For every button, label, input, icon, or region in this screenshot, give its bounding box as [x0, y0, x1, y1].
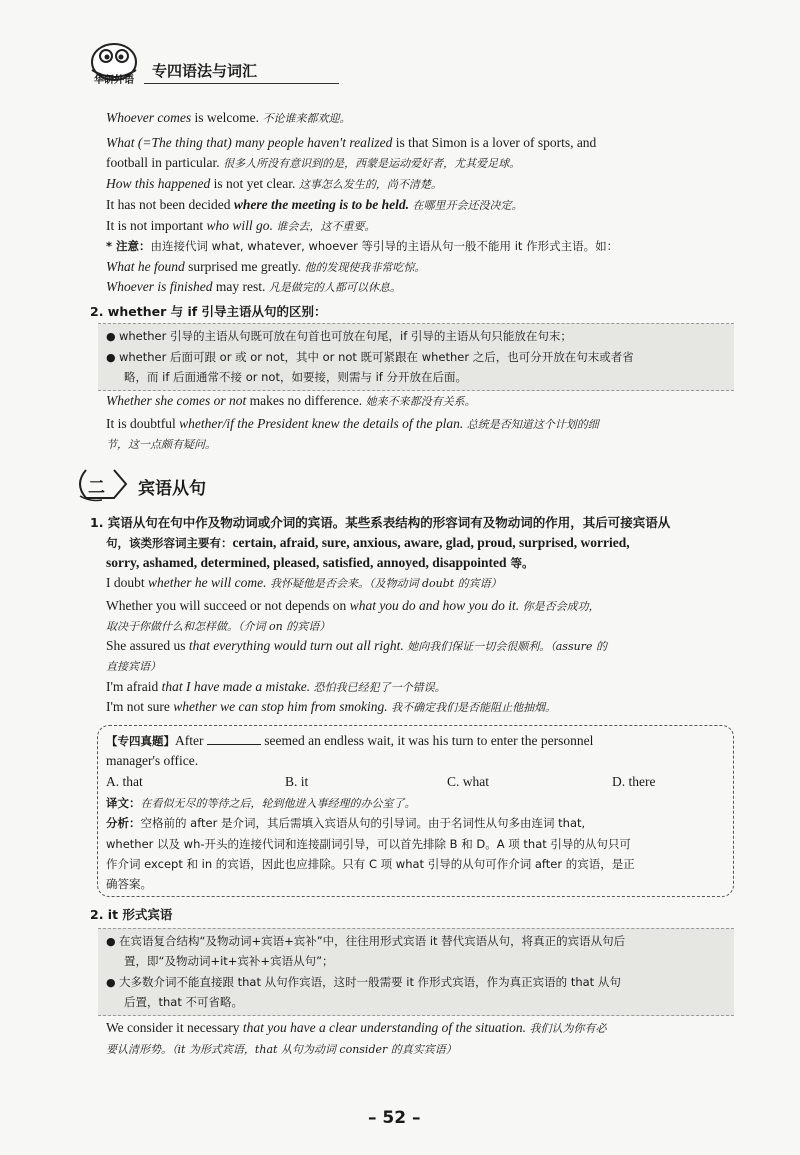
- section-number: 二: [88, 478, 105, 498]
- paragraph-line: 句，该类形容词主要有：certain, afraid, sure, anxious, aware, glad, proud, surprised, worried,: [106, 535, 630, 550]
- example-line: What (=The thing that) many people haven't realized is that Simon is a lover of sports, and: [106, 135, 597, 150]
- exam-question-continued: manager's office.: [106, 753, 199, 768]
- example-line: Whether she comes or not makes no difference. 她来不来都没有关系。: [106, 393, 476, 408]
- option-b: B. it: [285, 774, 309, 789]
- option-c: C. what: [447, 774, 489, 789]
- analysis-line: whether 以及 wh-开头的连接代词和连接副词引导，可以首先排除 B 和 D。A 项 that 引导的从句只可: [106, 837, 631, 851]
- page-number: – 52 –: [368, 1108, 421, 1128]
- paragraph-line: sorry, ashamed, determined, pleased, satisfied, annoyed, disappointed 等。: [106, 555, 534, 570]
- example-line: It is doubtful whether/if the President knew the details of the plan. 总统是否知道这个计划的细: [106, 416, 599, 431]
- example-line: It is not important who will go. 谁会去，这不重要。: [106, 218, 376, 233]
- bullet-item: ● whether 引导的主语从句既可放在句首也可放在句尾，if 引导的主语从句只能放在句末；: [106, 329, 572, 343]
- example-line: I doubt whether he will come. 我怀疑他是否会来。（及物动词 doubt 的宾语）: [106, 575, 502, 590]
- point-heading: 2. whether 与 if 引导主语从句的区别：: [90, 304, 327, 319]
- section-heading: [72, 466, 292, 502]
- analysis-line: 分析：空格前的 after 是介词，其后需填入宾语从句的引导词。由于名词性从句多由连词 that,: [106, 816, 586, 830]
- logo-text: 华研外语: [94, 75, 134, 86]
- example-line: She assured us that everything would turn out all right. 她向我们保证一切会很顺利。（assure 的: [106, 638, 607, 653]
- header-title: 专四语法与词汇: [152, 62, 258, 80]
- option-a: A. that: [106, 774, 143, 789]
- bullet-item: ● 在宾语复合结构“及物动词+宾语+宾补”中，往往用形式宾语 it 替代宾语从句，将真正的宾语从句后: [106, 934, 626, 948]
- example-line: It has not been decided where the meeting is to be held. 在哪里开会还没决定。: [106, 197, 523, 212]
- section-title: 宾语从句: [138, 479, 206, 499]
- analysis-line: 确答案。: [106, 877, 152, 891]
- example-line: football in particular. 很多人所没有意识到的是，西蒙是运动爱好者，尤其爱足球。: [106, 155, 521, 170]
- answer-blank: [207, 732, 261, 745]
- example-line: What he found surprised me greatly. 他的发现使我非常吃惊。: [106, 259, 426, 274]
- bullet-item-continued: 置，即“及物动词+it+宾补+宾语从句”；: [124, 954, 334, 968]
- example-line: How this happened is not yet clear. 这事怎么发生的，尚不清楚。: [106, 176, 442, 191]
- option-d: D. there: [612, 774, 656, 789]
- bullet-item-continued: 后置，that 不可省略。: [124, 995, 244, 1009]
- header-divider: [144, 83, 339, 84]
- example-line: 直接宾语）: [106, 660, 161, 673]
- example-line: 取决于你做什么和怎样做。（介词 on 的宾语）: [106, 620, 331, 633]
- paragraph-line: 1. 宾语从句在句中作及物动词或介词的宾语。某些系表结构的形容词有及物动词的作用，其后可接宾语从: [90, 515, 671, 530]
- example-line: 要认清形势。（it 为形式宾语，that 从句为动词 consider 的真实宾语）: [106, 1043, 457, 1056]
- bullet-item: ● 大多数介词不能直接跟 that 从句作宾语，这时一般需要 it 作形式宾语，作为真正宾语的 that 从句: [106, 975, 621, 989]
- example-line: Whether you will succeed or not depends on what you do and how you do it. 你是否会成功，: [106, 598, 600, 613]
- header: [86, 40, 746, 90]
- analysis-line: 作介词 except 和 in 的宾语，因此也应排除。只有 C 项 what 引导的从句可作介词 after 的宾语，是正: [106, 857, 635, 871]
- note-line: * 注意：由连接代词 what, whatever, whoever 等引导的主语从句一般不能用 it 作形式主语。如：: [106, 239, 619, 253]
- point-heading: 2. it 形式宾语: [90, 907, 173, 922]
- bullet-item-continued: 略，而 if 后面通常不接 or not，如要接，则需与 if 分开放在后面。: [124, 370, 468, 384]
- example-line: Whoever comes is welcome. 不论谁来都欢迎。: [106, 110, 351, 125]
- example-line: We consider it necessary that you have a clear understanding of the situation. 我们认为你有必: [106, 1020, 607, 1035]
- example-line: Whoever is finished may rest. 凡是做完的人都可以休息。: [106, 279, 401, 294]
- example-line: I'm afraid that I have made a mistake. 恐怕我已经犯了一个错误。: [106, 679, 446, 694]
- bullet-item: ● whether 后面可跟 or 或 or not，其中 or not 既可紧跟在 whether 之后，也可分开放在句末或者省: [106, 350, 634, 364]
- exam-question: 【专四真题】After seemed an endless wait, it was his turn to enter the personnel: [106, 733, 594, 748]
- translation-line: 译文：在看似无尽的等待之后，轮到他进入事经理的办公室了。: [106, 796, 416, 810]
- example-line: 节，这一点颇有疑问。: [106, 438, 216, 451]
- example-line: I'm not sure whether we can stop him from smoking. 我不确定我们是否能阻止他抽烟。: [106, 699, 557, 714]
